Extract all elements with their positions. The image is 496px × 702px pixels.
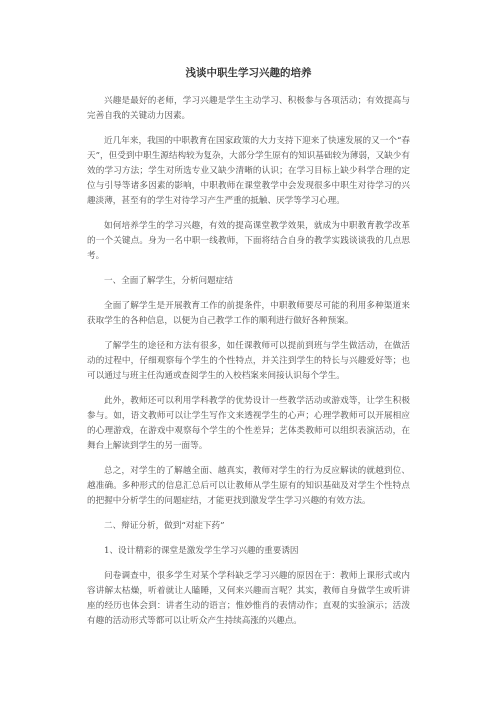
subsection-heading-1: 1、设计精彩的课堂是激发学生学习兴趣的重要诱因 — [104, 546, 299, 556]
paragraph-survey: 问卷调查中，很多学生对某个学科缺乏学习兴趣的原因在于：教师上课形式或内容讲解太枯燥，听着就让人瞌睡，又何来兴趣而言呢？其实，教师自身做学生或听讲座的经历也体会到：讲者生动的语言；惟妙惟肖的表情动作；直观的实验演示；活泼有趣的活动形式等都可以让听众产生持续高涨的兴趣点。 — [87, 571, 410, 626]
document-page — [87, 66, 410, 639]
paragraph-understand-students: 全面了解学生是开展教育工作的前提条件，中职教师要尽可能的利用多种渠道来获取学生的各种信息，以便为自己教学工作的顺利进行做好各种预案。 — [87, 301, 410, 326]
section-heading-2: 二、辩证分析，做到“对症下药” — [104, 521, 225, 531]
paragraph-methods: 了解学生的途径和方法有很多，如任课教师可以提前到班与学生做活动，在做活动的过程中，仔细观察每个学生的个性特点，并关注到学生的特长与兴趣爱好等；也可以通过与班主任沟通或查阅学生的入校档案来间接认识每个学生。 — [87, 341, 410, 381]
document-title: 浅谈中职生学习兴趣的培养 — [185, 67, 312, 79]
paragraph-summary: 总之，对学生的了解越全面、越真实，教师对学生的行为反应解读的就越到位、越准确。多种形式的信息汇总后可以让教师从学生原有的知识基础及对学生个性特点的把握中分析学生的问题症结，才能更找到激发学生学习兴趣的有效方法。 — [87, 466, 410, 506]
paragraph-activities: 此外，教师还可以利用学科教学的优势设计一些教学活动或游戏等，让学生积极参与。如，语文教师可以让学生写作文来透视学生的心声；心理学教师可以开展相应的心理游戏，在游戏中观察每个学生的个性差异；艺体类教师可以组织表演活动，在舞台上解读到学生的另一面等。 — [87, 396, 410, 451]
paragraph-intro: 兴趣是最好的老师，学习兴趣是学生主动学习、积极参与各项活动；有效提高与完善自我的关键动力因素。 — [87, 96, 410, 121]
section-heading-1: 一、全面了解学生，分析问题症结 — [104, 276, 233, 286]
paragraph-background: 近几年来，我国的中职教育在国家政策的大力支持下迎来了快速发展的又一个“春天”，但受到中职生源结构较为复杂，大部分学生原有的知识基础较为薄弱，又缺少有效的学习方法；学生对所选专业又缺少清晰的认识；在学习目标上缺少科学合理的定位与引导等诸多因素的影响，中职教师在课堂教学中会发现很多中职生对待学习的兴趣淡薄，甚至有的学生对待学习产生严重的抵触、厌学等学习心理。 — [87, 136, 410, 206]
paragraph-question: 如何培养学生的学习兴趣，有效的提高课堂教学效果，就成为中职教育教学改革的一个关键点。身为一名中职一线教师，下面将结合自身的教学实践谈谈我的几点思考。 — [87, 221, 410, 261]
